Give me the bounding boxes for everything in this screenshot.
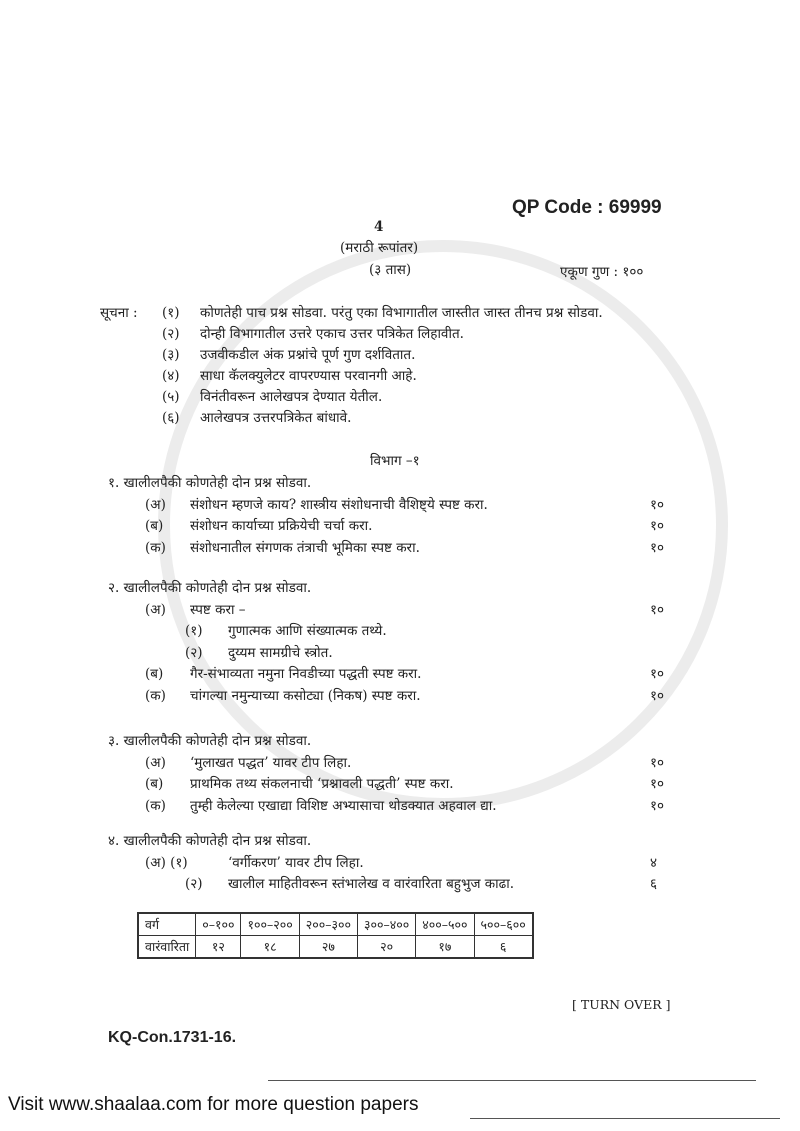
- section-title: विभाग –१: [370, 453, 420, 469]
- part-text: स्पष्ट करा –: [190, 601, 246, 618]
- part-label: (क): [145, 687, 166, 704]
- question-heading: ३. खालीलपैकी कोणतेही दोन प्रश्न सोडवा.: [108, 733, 312, 749]
- page-number: 4: [374, 219, 384, 235]
- class-cell: २००–३००: [299, 913, 357, 936]
- marks: १०: [650, 601, 665, 618]
- part-text: ‘मुलाखत पद्धत’ यावर टीप लिहा.: [190, 754, 352, 771]
- part-text: गुणात्मक आणि संख्यात्मक तथ्ये.: [228, 623, 387, 639]
- turn-over: [ TURN OVER ]: [572, 997, 671, 1012]
- marks: १०: [650, 518, 665, 534]
- instruction-number: (३): [162, 347, 180, 363]
- row-header: वारंवारिता: [138, 936, 196, 959]
- total-marks: एकूण गुण : १००: [560, 264, 644, 280]
- part-text: संशोधनातील संगणक तंत्राची भूमिका स्पष्ट करा.: [190, 539, 420, 556]
- marks: १०: [650, 754, 665, 771]
- part-text: ‘वर्गीकरण’ यावर टीप लिहा.: [228, 854, 364, 871]
- instruction-number: (५): [162, 389, 180, 405]
- page-title: (मराठी रूपांतर): [340, 240, 419, 256]
- class-cell: ०–१००: [196, 913, 241, 936]
- row-header: वर्ग: [138, 913, 196, 936]
- part-text: चांगल्या नमुन्याच्या कसोट्या (निकष) स्पष्ट करा.: [190, 687, 421, 704]
- part-label: (ब): [145, 776, 164, 792]
- instruction-text: उजवीकडील अंक प्रश्नांचे पूर्ण गुण दर्शवितात.: [200, 347, 416, 363]
- divider: [470, 1118, 780, 1119]
- part-label: (अ): [145, 601, 166, 618]
- class-cell: ४००–५००: [416, 913, 474, 936]
- part-label: (२): [185, 644, 203, 661]
- divider: [268, 1080, 756, 1081]
- instructions-label: सूचना :: [100, 305, 138, 321]
- qp-code: QP Code : 69999: [512, 197, 662, 218]
- frequency-cell: ६: [474, 936, 533, 959]
- part-label: (क): [145, 539, 166, 556]
- instruction-text: साधा कॅलक्युलेटर वापरण्यास परवानगी आहे.: [200, 368, 417, 384]
- part-label: (अ): [145, 754, 166, 771]
- question-heading: १. खालीलपैकी कोणतेही दोन प्रश्न सोडवा.: [108, 475, 312, 491]
- marks: १०: [650, 776, 665, 792]
- part-text: खालील माहितीवरून स्तंभालेख व वारंवारिता बहुभुज काढा.: [228, 876, 515, 892]
- part-label: (अ) (१): [145, 854, 188, 871]
- table-row: [138, 913, 533, 936]
- class-cell: १००–२००: [241, 913, 299, 936]
- frequency-cell: २७: [299, 936, 357, 959]
- part-label: (२): [185, 876, 203, 892]
- part-text: संशोधन म्हणजे काय? शास्त्रीय संशोधनाची वैशिष्ट्ये स्पष्ट करा.: [190, 496, 488, 513]
- question-heading: ४. खालीलपैकी कोणतेही दोन प्रश्न सोडवा.: [108, 833, 312, 849]
- instruction-number: (६): [162, 410, 180, 426]
- visit-link[interactable]: Visit www.shaalaa.com for more question papers: [8, 1094, 419, 1115]
- marks: ४: [650, 854, 658, 871]
- table-row: [138, 936, 533, 959]
- frequency-cell: १२: [196, 936, 241, 959]
- frequency-table: [137, 912, 534, 959]
- part-label: (अ): [145, 496, 166, 513]
- part-text: संशोधन कार्याच्या प्रक्रियेची चर्चा करा.: [190, 518, 373, 534]
- part-text: तुम्ही केलेल्या एखाद्या विशिष्ट अभ्यासाचा थोडक्यात अहवाल द्या.: [190, 797, 497, 814]
- frequency-cell: १८: [241, 936, 299, 959]
- marks: १०: [650, 666, 665, 682]
- marks: १०: [650, 687, 665, 704]
- part-label: (ब): [145, 518, 164, 534]
- duration: (३ तास): [369, 262, 412, 278]
- part-label: (१): [185, 623, 203, 639]
- question-heading: २. खालीलपैकी कोणतेही दोन प्रश्न सोडवा.: [108, 580, 312, 596]
- part-text: दुय्यम सामग्रीचे स्त्रोत.: [228, 644, 333, 661]
- paper-code: KQ-Con.1731-16.: [108, 1029, 237, 1046]
- frequency-cell: १७: [416, 936, 474, 959]
- marks: ६: [650, 876, 658, 892]
- marks: १०: [650, 797, 665, 814]
- part-text: प्राथमिक तथ्य संकलनाची ‘प्रश्नावली पद्धती’ स्पष्ट करा.: [190, 776, 454, 792]
- instruction-text: विनंतीवरून आलेखपत्र देण्यात येतील.: [200, 389, 383, 405]
- instruction-text: कोणतेही पाच प्रश्न सोडवा. परंतु एका विभागातील जास्तीत जास्त तीनच प्रश्न सोडवा.: [200, 305, 603, 321]
- class-cell: ५००–६००: [474, 913, 533, 936]
- instruction-number: (२): [162, 326, 180, 342]
- instruction-number: (४): [162, 368, 180, 384]
- part-label: (ब): [145, 666, 164, 682]
- frequency-cell: २०: [358, 936, 416, 959]
- part-label: (क): [145, 797, 166, 814]
- marks: १०: [650, 496, 665, 513]
- instruction-text: आलेखपत्र उत्तरपत्रिकेत बांधावे.: [200, 410, 352, 426]
- marks: १०: [650, 539, 665, 556]
- part-text: गैर-संभाव्यता नमुना निवडीच्या पद्धती स्पष्ट करा.: [190, 666, 422, 682]
- class-cell: ३००–४००: [358, 913, 416, 936]
- instruction-number: (१): [162, 305, 180, 321]
- instruction-text: दोन्ही विभागातील उत्तरे एकाच उत्तर पत्रिकेत लिहावीत.: [200, 326, 464, 342]
